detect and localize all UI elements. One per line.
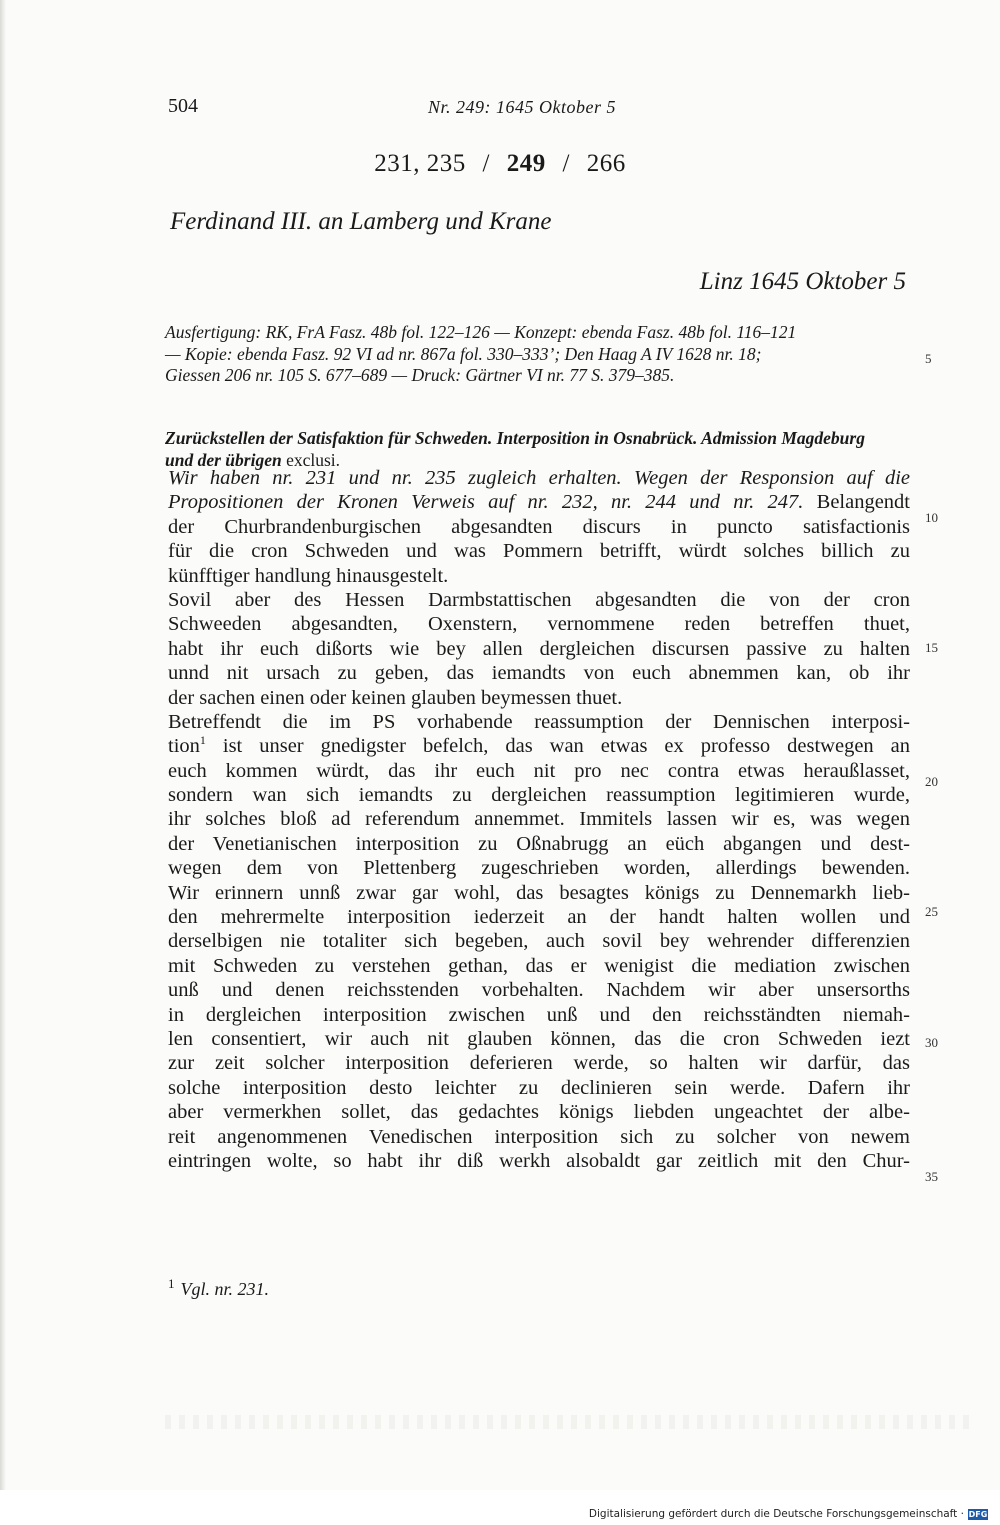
page-header bbox=[168, 95, 908, 125]
document-cross-references bbox=[0, 150, 1000, 178]
body-line: Betreffendt die im PS vorhabende reassumption der Dennischen interposi- bbox=[168, 710, 910, 733]
body-line-roman: Belangendt bbox=[816, 491, 911, 514]
body-line-start: tion bbox=[168, 735, 200, 758]
body-line: unß und denen reichsstenden vorbehalten. Nachdem wir aber unsersorths bbox=[168, 979, 910, 1002]
source-apparatus bbox=[165, 322, 907, 387]
document-body bbox=[168, 466, 910, 1173]
body-line: ihr solches bloß ad referendum annemmet. Immitels lassen wir es, was wegen bbox=[168, 808, 910, 831]
body-line: len consentiert, wir auch nit glauben können, das die cron Schweden iezt bbox=[168, 1027, 910, 1050]
running-head: Nr. 249: 1645 Oktober 5 bbox=[428, 97, 616, 117]
body-line: den mehrermelte interposition iederzeit an der handt halten wollen und bbox=[168, 906, 910, 929]
body-line: in dergleichen interposition zwischen unß und den reichsständten niemah- bbox=[168, 1003, 910, 1026]
body-line bbox=[168, 734, 910, 758]
line-number: 10 bbox=[925, 510, 938, 525]
body-line: euch kommen würdt, das ihr euch nit pro nec contra etwas heraußlasset, bbox=[168, 759, 910, 782]
footnote-mark: 1 bbox=[168, 1276, 175, 1291]
ref-separator: / bbox=[562, 150, 570, 177]
summary-line-2: und der übrigen bbox=[165, 449, 282, 470]
body-line: habt ihr euch dißorts wie bey allen dergleichen discursen passive zu halten bbox=[168, 637, 910, 660]
body-line: Sovil aber des Hessen Darmbstattischen abgesandten die von der cron bbox=[168, 588, 910, 611]
body-line: sondern wan sich iemandts zu dergleichen reassumption legitimieren wurde, bbox=[168, 784, 910, 807]
ref-current: 249 bbox=[506, 150, 546, 177]
body-line: Wir erinnern unnß zwar gar wohl, das besagtes königs zu Dennemarkh lieb- bbox=[168, 881, 910, 904]
credit-text: Digitalisierung gefördert durch die Deutsche Forschungsgemeinschaft bbox=[588, 1508, 958, 1520]
document-title: Ferdinand III. an Lamberg und Krane bbox=[170, 208, 552, 235]
body-line: mit Schweden zu verstehen gethan, das er wenigist die mediation zwischen bbox=[168, 954, 910, 977]
body-line: künfftiger handlung hinausgestelt. bbox=[168, 564, 449, 587]
digitization-credit bbox=[589, 1507, 988, 1521]
body-line: für die cron Schweden und was Pommern betrifft, würdt solches billich zu bbox=[168, 540, 910, 563]
line-number: 15 bbox=[925, 640, 938, 655]
dfg-logo-icon: DFG bbox=[968, 1509, 988, 1519]
body-line: Schweeden abgesandten, Oxenstern, vernommene reden betreffen thuet, bbox=[168, 613, 910, 636]
body-line: aber vermerkhen sollet, das gedachtes königs liebden ungeachtet der albe- bbox=[168, 1101, 910, 1124]
footnote-text: Vgl. nr. 231. bbox=[180, 1279, 270, 1299]
summary-line-2-tail: exclusi. bbox=[286, 449, 341, 470]
body-line: Wir haben nr. 231 und nr. 235 zugleich erhalten. Wegen der Responsion auf die bbox=[168, 467, 910, 489]
source-line: — Kopie: ebenda Fasz. 92 VI ad nr. 867a fol. 330–333’; Den Haag A IV 1628 nr. 18; bbox=[165, 343, 762, 364]
scan-edge-shadow bbox=[0, 0, 6, 1490]
footnote-reference[interactable]: 1 bbox=[199, 733, 206, 748]
body-line: reit angenommenen Venedischen interposition sich zu solcher von newem bbox=[168, 1125, 910, 1148]
source-line: Giessen 206 nr. 105 S. 677–689 — Druck: Gärtner VI nr. 77 S. 379–385. bbox=[165, 365, 675, 385]
body-line: wegen dem von Plettenberg zugeschrieben worden, allerdings bewenden. bbox=[168, 857, 910, 880]
body-line: derselbigen nie totaliter sich begeben, auch sovil bey wehrender differenzien bbox=[168, 930, 910, 953]
body-line bbox=[168, 490, 910, 514]
line-number: 35 bbox=[925, 1169, 938, 1184]
body-line: zur zeit solcher interposition deferieren werde, so halten wir darfür, das bbox=[168, 1052, 910, 1075]
footnote bbox=[168, 1276, 270, 1300]
body-line-rest: ist unser gnedigster befelch, das wan etwas ex professo destwegen an bbox=[222, 735, 910, 758]
ref-previous-2: 235 bbox=[426, 150, 466, 177]
document-place-date: Linz 1645 Oktober 5 bbox=[699, 268, 906, 295]
credit-dot: · bbox=[957, 1508, 964, 1520]
document-summary bbox=[165, 428, 907, 471]
line-number: 30 bbox=[925, 1035, 938, 1050]
body-line: der Venetianischen interposition zu Oßnabrugg an eüch abgangen und dest- bbox=[168, 832, 910, 855]
line-number: 25 bbox=[925, 904, 938, 919]
body-line: eintringen wolte, so habt ihr diß werkh alsobaldt gar zeitlich mit den Chur- bbox=[168, 1149, 910, 1172]
ref-previous-1: 231, bbox=[374, 150, 421, 177]
body-line: der sachen einen oder keinen glauben beymessen thuet. bbox=[168, 686, 623, 709]
body-line: unnd nit ursach zu geben, das iemandts von euch abnemmen kan, ob ihr bbox=[168, 662, 910, 685]
body-line-italic: Propositionen der Kronen Verweis auf nr. 232, nr. 244 und nr. 247. bbox=[168, 491, 804, 514]
line-number: 5 bbox=[925, 351, 932, 366]
summary-line: Zurückstellen der Satisfaktion für Schweden. Interposition in Osnabrück. Admission Magdeburg bbox=[165, 428, 865, 448]
body-line: der Churbrandenburgischen abgesandten discurs in puncto satisfactionis bbox=[168, 515, 910, 538]
ref-separator: / bbox=[482, 150, 490, 177]
source-line: Ausfertigung: RK, FrA Fasz. 48b fol. 122–126 — Konzept: ebenda Fasz. 48b fol. 116–121 bbox=[165, 322, 797, 342]
page-number: 504 bbox=[168, 95, 198, 117]
line-number: 20 bbox=[925, 774, 938, 789]
bleed-through-band bbox=[165, 1415, 970, 1429]
body-line: solche interposition desto leichter zu declinieren sein werde. Dafern ihr bbox=[168, 1076, 910, 1099]
ref-next: 266 bbox=[586, 150, 626, 177]
